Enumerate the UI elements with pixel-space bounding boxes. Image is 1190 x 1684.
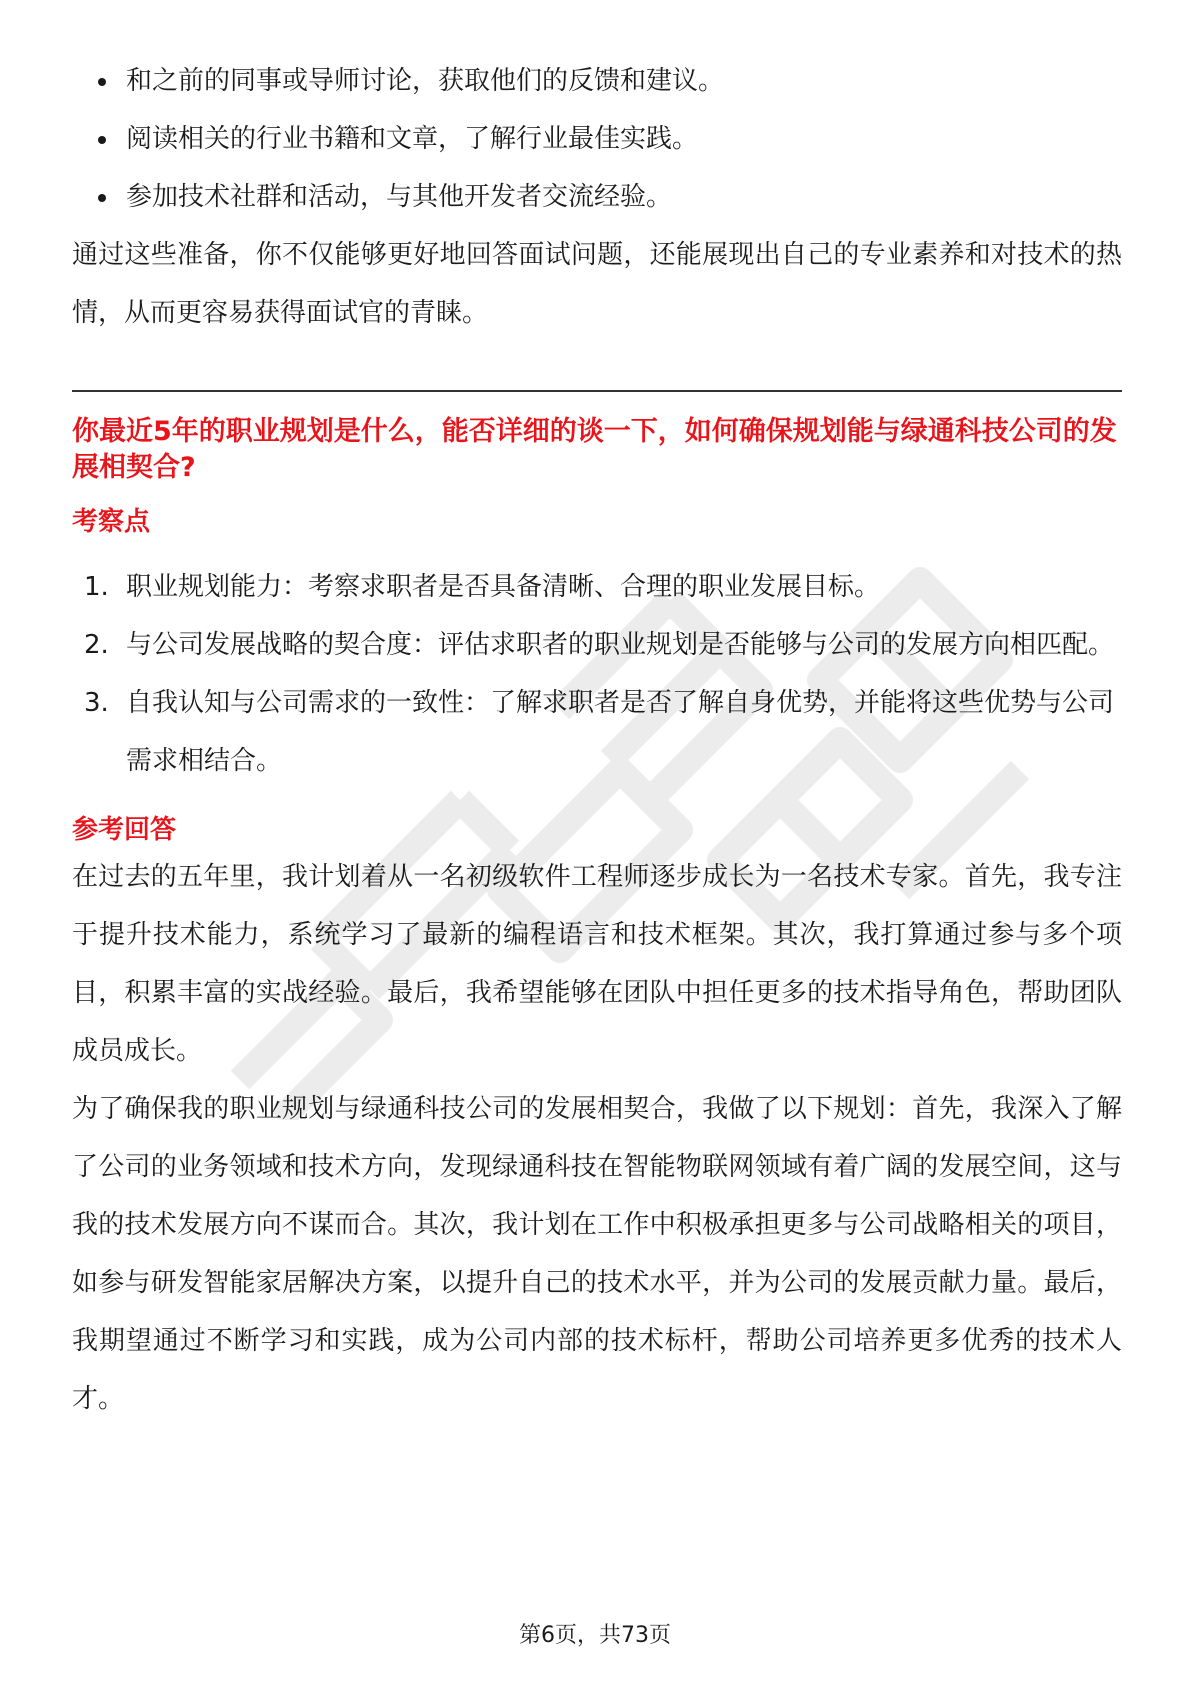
answer-paragraph: 为了确保我的职业规划与绿通科技公司的发展相契合，我做了以下规划：首先，我深入了解了公司的业务领域和技术方向，发现绿通科技在智能物联网领域有着广阔的发展空间，这与我的技术发展方向不谋而合。其次，我计划在工作中积极承担更多与公司战略相关的项目，如参与研发智能家居解决方案，以提升自己的技术水平，并为公司的发展贡献力量。最后，我期望通过不断学习和实践，成为公司内部的技术标杆，帮助公司培养更多优秀的技术人才。 — [72, 1094, 1122, 1414]
list-item-text: 与公司发展战略的契合度：评估求职者的职业规划是否能够与公司的发展方向相匹配。 — [126, 630, 1115, 660]
summary-paragraph: 通过这些准备，你不仅能够更好地回答面试问题，还能展现出自己的专业素养和对技术的热情，从而更容易获得面试官的青睐。 — [72, 240, 1122, 328]
list-number: 2. — [84, 630, 109, 660]
list-item — [72, 674, 1122, 790]
list-item — [72, 110, 1122, 168]
bullet-icon — [98, 78, 106, 86]
list-item-text: 阅读相关的行业书籍和文章，了解行业最佳实践。 — [126, 124, 699, 154]
bullet-icon — [98, 136, 106, 144]
list-item-text: 职业规划能力：考察求职者是否具备清晰、合理的职业发展目标。 — [126, 572, 881, 602]
answer-paragraph: 在过去的五年里，我计划着从一名初级软件工程师逐步成长为一名技术专家。首先，我专注于提升技术能力，系统学习了最新的编程语言和技术框架。其次，我打算通过参与多个项目，积累丰富的实战经验。最后，我希望能够在团队中担任更多的技术指导角色，帮助团队成员成长。 — [72, 862, 1122, 1066]
question-heading: 你最近5年的职业规划是什么，能否详细的谈一下，如何确保规划能与绿通科技公司的发展相契合? — [72, 416, 1117, 483]
assessment-title: 考察点 — [72, 507, 151, 537]
list-number: 1. — [84, 572, 109, 602]
list-item-text: 和之前的同事或导师讨论，获取他们的反馈和建议。 — [126, 66, 725, 96]
list-item — [72, 168, 1122, 226]
page-number: 第6页，共73页 — [519, 1623, 671, 1648]
bullet-icon — [98, 194, 106, 202]
section-divider — [72, 390, 1122, 392]
list-number: 3. — [84, 688, 109, 718]
assessment-list — [72, 558, 1122, 790]
content-area — [72, 52, 1122, 1428]
list-item-text: 自我认知与公司需求的一致性：了解求职者是否了解自身优势，并能将这些优势与公司需求相结合。 — [126, 688, 1115, 776]
list-item — [72, 52, 1122, 110]
list-item-text: 参加技术社群和活动，与其他开发者交流经验。 — [126, 182, 673, 212]
list-item — [72, 616, 1122, 674]
tips-list — [72, 52, 1122, 226]
list-item — [72, 558, 1122, 616]
answer-title: 参考回答 — [72, 815, 177, 845]
